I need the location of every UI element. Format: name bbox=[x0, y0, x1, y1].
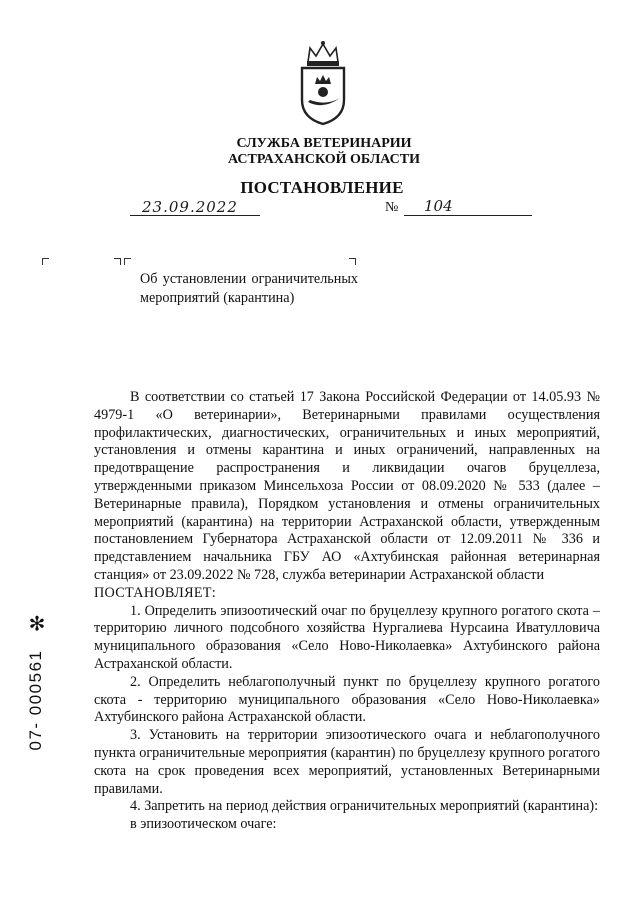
list-item: в эпизоотическом очаге: bbox=[130, 816, 277, 833]
document-number: 104 bbox=[424, 197, 453, 215]
list-item: 2. Определить неблагополучный пункт по бруцеллезу крупного рогатого скота - территорию муниципального образования «Село Ново-Николаевка» Ахтубинского района Астраханской области. bbox=[94, 673, 600, 726]
side-registration-code: 07- 000561 bbox=[26, 649, 45, 751]
coat-of-arms-emblem bbox=[296, 40, 350, 126]
document-body bbox=[94, 389, 600, 834]
number-underline bbox=[404, 215, 532, 216]
decree-word: ПОСТАНОВЛЯЕТ: bbox=[94, 584, 217, 601]
list-item: 1. Определить эпизоотический очаг по бруцеллезу крупного рогатого скота – территорию личного подсобного хозяйства Нургалиева Нурсаина Иватулловича муниципального образования «Село Ново-Николаевка» Ахтубинского района Астраханской области. bbox=[94, 602, 600, 672]
document-type-title: ПОСТАНОВЛЕНИЕ bbox=[240, 178, 404, 197]
organization-name-line1: СЛУЖБА ВЕТЕРИНАРИИ bbox=[236, 136, 412, 151]
corner-bracket-top-right bbox=[114, 258, 121, 265]
list-item: 4. Запретить на период действия ограничительных мероприятий (карантина): bbox=[130, 798, 599, 815]
document-subject: Об установлении ограничительных мероприятий (карантина) bbox=[140, 271, 358, 306]
corner-bracket-top-right bbox=[349, 258, 356, 265]
corner-bracket-top-left bbox=[124, 258, 131, 265]
side-stamp-mark-icon: ✻ bbox=[28, 613, 46, 636]
corner-bracket-top-left bbox=[42, 258, 49, 265]
list-item: 3. Установить на территории эпизоотического очага и неблагополучного пункта ограничительные мероприятия (карантин) по бруцеллезу крупного рогатого скота на срок проведения всех мероприятий, установленных Ветеринарными правилами. bbox=[94, 727, 600, 797]
organization-name-line2: АСТРАХАНСКОЙ ОБЛАСТИ bbox=[227, 152, 420, 167]
document-date: 23.09.2022 bbox=[142, 198, 238, 216]
preamble-paragraph: В соответствии со статьей 17 Закона Российской Федерации от 14.05.93 № 4979-1 «О ветеринарии», Ветеринарными правилами осуществления профилактических, диагностических, ограничительных и иных мероприятий, установления и отмены карантина и иных ограничений, направленных на предотвращение распространения и ликвидации очагов бруцеллеза, утвержденными приказом Минсельхоза России от 08.09.2020 № 533 (далее – Ветеринарные правила), Порядком установления и отмены ограничительных мероприятий (карантина) на территории Астраханской области, утвержденным постановлением Губернатора Астраханской области от 12.09.2011 № 336 и представлением начальника ГБУ АО «Ахтубинская районная ветеринарная станция» от 23.09.2022 № 728, служба ветеринарии Астраханской области bbox=[94, 389, 600, 583]
number-sign: № bbox=[385, 200, 399, 215]
